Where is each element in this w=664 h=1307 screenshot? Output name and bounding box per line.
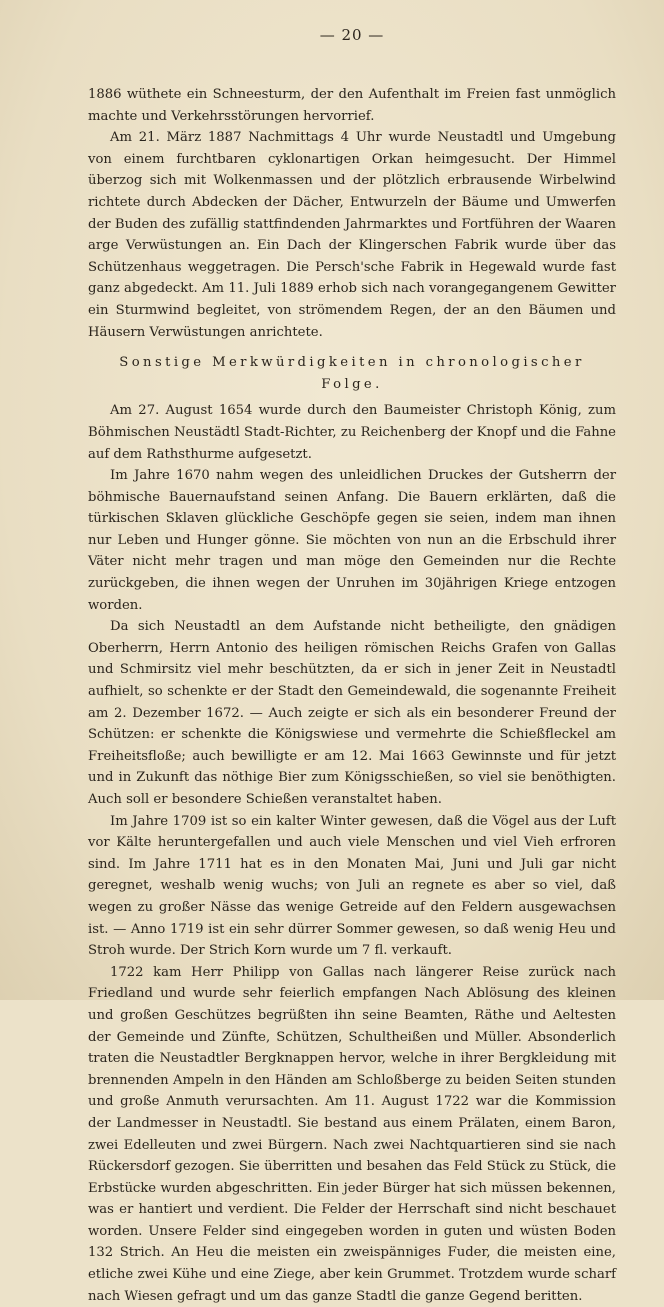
paragraph: 1886 wüthete ein Schneesturm, der den Aufenthalt im Freien fast unmöglich machte und Verkehrsstörungen hervorrief. [88, 87, 616, 124]
paragraph: Da sich Neustadtl an dem Aufstande nicht betheiligte, den gnädigen Oberherrn, Herrn Antonio des heiligen römischen Reichs Grafen von Gallas und Schmirsitz viel mehr beschützten, da er sich in jener Zeit in Neustadtl aufhielt, so schenkte er der Stadt den Gemeindewald, die sogenannte Freiheit am 2. Dezember 1672. — Auch zeigte er sich als ein besonderer Freund der Schützen: er schenkte die Königswiese und vermehrte die Schießfleckel am Freiheitsfloße; auch bewilligte er am 12. Mai 1663 Gewinnste und für jetzt und in Zukunft das nöthige Bier zum Königsschießen, so viel sie benöthigten. Auch soll er besondere Schießen veranstaltet haben. [88, 619, 616, 807]
paragraph: 1722 kam Herr Philipp von Gallas nach längerer Reise zurück nach Friedland und wurde sehr feierlich empfangen Nach Ablösung des kleinen und großen Geschützes begrüßten ihn seine Beamten, Räthe und Aeltesten der Gemeinde und Zünfte, Schützen, Schultheißen und Müller. Absonderlich traten die Neustadtler Bergknappen hervor, welche in ihrer Bergkleidung mit brennenden Ampeln in den Händen am Schloßberge zu beiden Seiten stunden und große Anmuth verursachten. Am 11. August 1722 war die Kommission der Landmesser in Neustadtl. Sie bestand aus einem Prälaten, einem Baron, zwei Edelleuten und zwei Bürgern. Nach zwei Nachtquartieren sind sie nach Rückersdorf gezogen. Sie überritten und besahen das Feld Stück zu Stück, die Erbstücke wurden abgeschritten. Ein jeder Bürger hat sich müssen bekennen, was er hantiert und verdient. Die Felder der Herrschaft sind nicht beschauet worden. Unsere Felder sind eingegeben worden in guten und wüsten Boden 132 Strich. An Heu die meisten ein zweispänniges Fuder, die meisten eine, etliche zwei Kühe und eine Ziege, aber kein Grummet. Trotzdem wurde scharf nach Wiesen gefragt und um das ganze Stadtl die ganze Gegend beritten. [88, 964, 616, 1304]
paragraph: Im Jahre 1709 ist so ein kalter Winter gewesen, daß die Vögel aus der Luft vor Kälte heruntergefallen und auch viele Menschen und viel Vieh erfroren sind. Im Jahre 1711 hat es in den Monaten Mai, Juni und Juli gar nicht geregnet, weshalb wenig wuchs; von Juli an regnete es aber so viel, daß wegen zu großer Nässe das wenige Getreide auf den Feldern ausgewachsen ist. — Anno 1719 ist ein sehr dürrer Sommer gewesen, so daß wenig Heu und Stroh wurde. Der Strich Korn wurde um 7 fl. verkauft. [88, 813, 616, 959]
paragraph: Im Jahre 1670 nahm wegen des unleidlichen Druckes der Gutsherrn der böhmische Bauernaufstand seinen Anfang. Die Bauern erklärten, daß die türkischen Sklaven glückliche Geschöpfe gegen sie seien, indem man ihnen nur Leben und Hunger gönne. Sie möchten von nun an die Erbschuld ihrer Väter nicht mehr tragen und man möge den Gemeinden nur die Rechte zurückgeben, die ihnen wegen der Unruhen im 30jährigen Kriege entzogen worden. [88, 468, 616, 613]
page-body [88, 84, 616, 1307]
page-number: — 20 — [319, 26, 385, 44]
section-heading: Sonstige Merkwürdigkeiten in chronologischer Folge. [119, 355, 585, 392]
paragraph: Am 21. März 1887 Nachmittags 4 Uhr wurde Neustadtl und Umgebung von einem furchtbaren cyklonartigen Orkan heimgesucht. Der Himmel überzog sich mit Wolkenmassen und der plötzlich erbrausende Wirbelwind richtete durch Abdecken der Dächer, Entwurzeln der Bäume und Umwerfen der Buden des zufällig stattfindenden Jahrmarktes und Fortführen der Waaren arge Verwüstungen an. Ein Dach der Klingerschen Fabrik wurde über das Schützenhaus weggetragen. Die Persch'sche Fabrik in Hegewald wurde fast ganz abgedeckt. Am 11. Juli 1889 erhob sich nach vorangegangenem Gewitter ein Sturmwind begleitet, von strömendem Regen, der an den Bäumen und Häusern Verwüstungen anrichtete. [88, 130, 616, 340]
paragraph: Am 27. August 1654 wurde durch den Baumeister Christoph König, zum Böhmischen Neustädtl Stadt-Richter, zu Reichenberg der Knopf und die Fahne auf dem Rathsthurme aufgesetzt. [88, 403, 616, 462]
